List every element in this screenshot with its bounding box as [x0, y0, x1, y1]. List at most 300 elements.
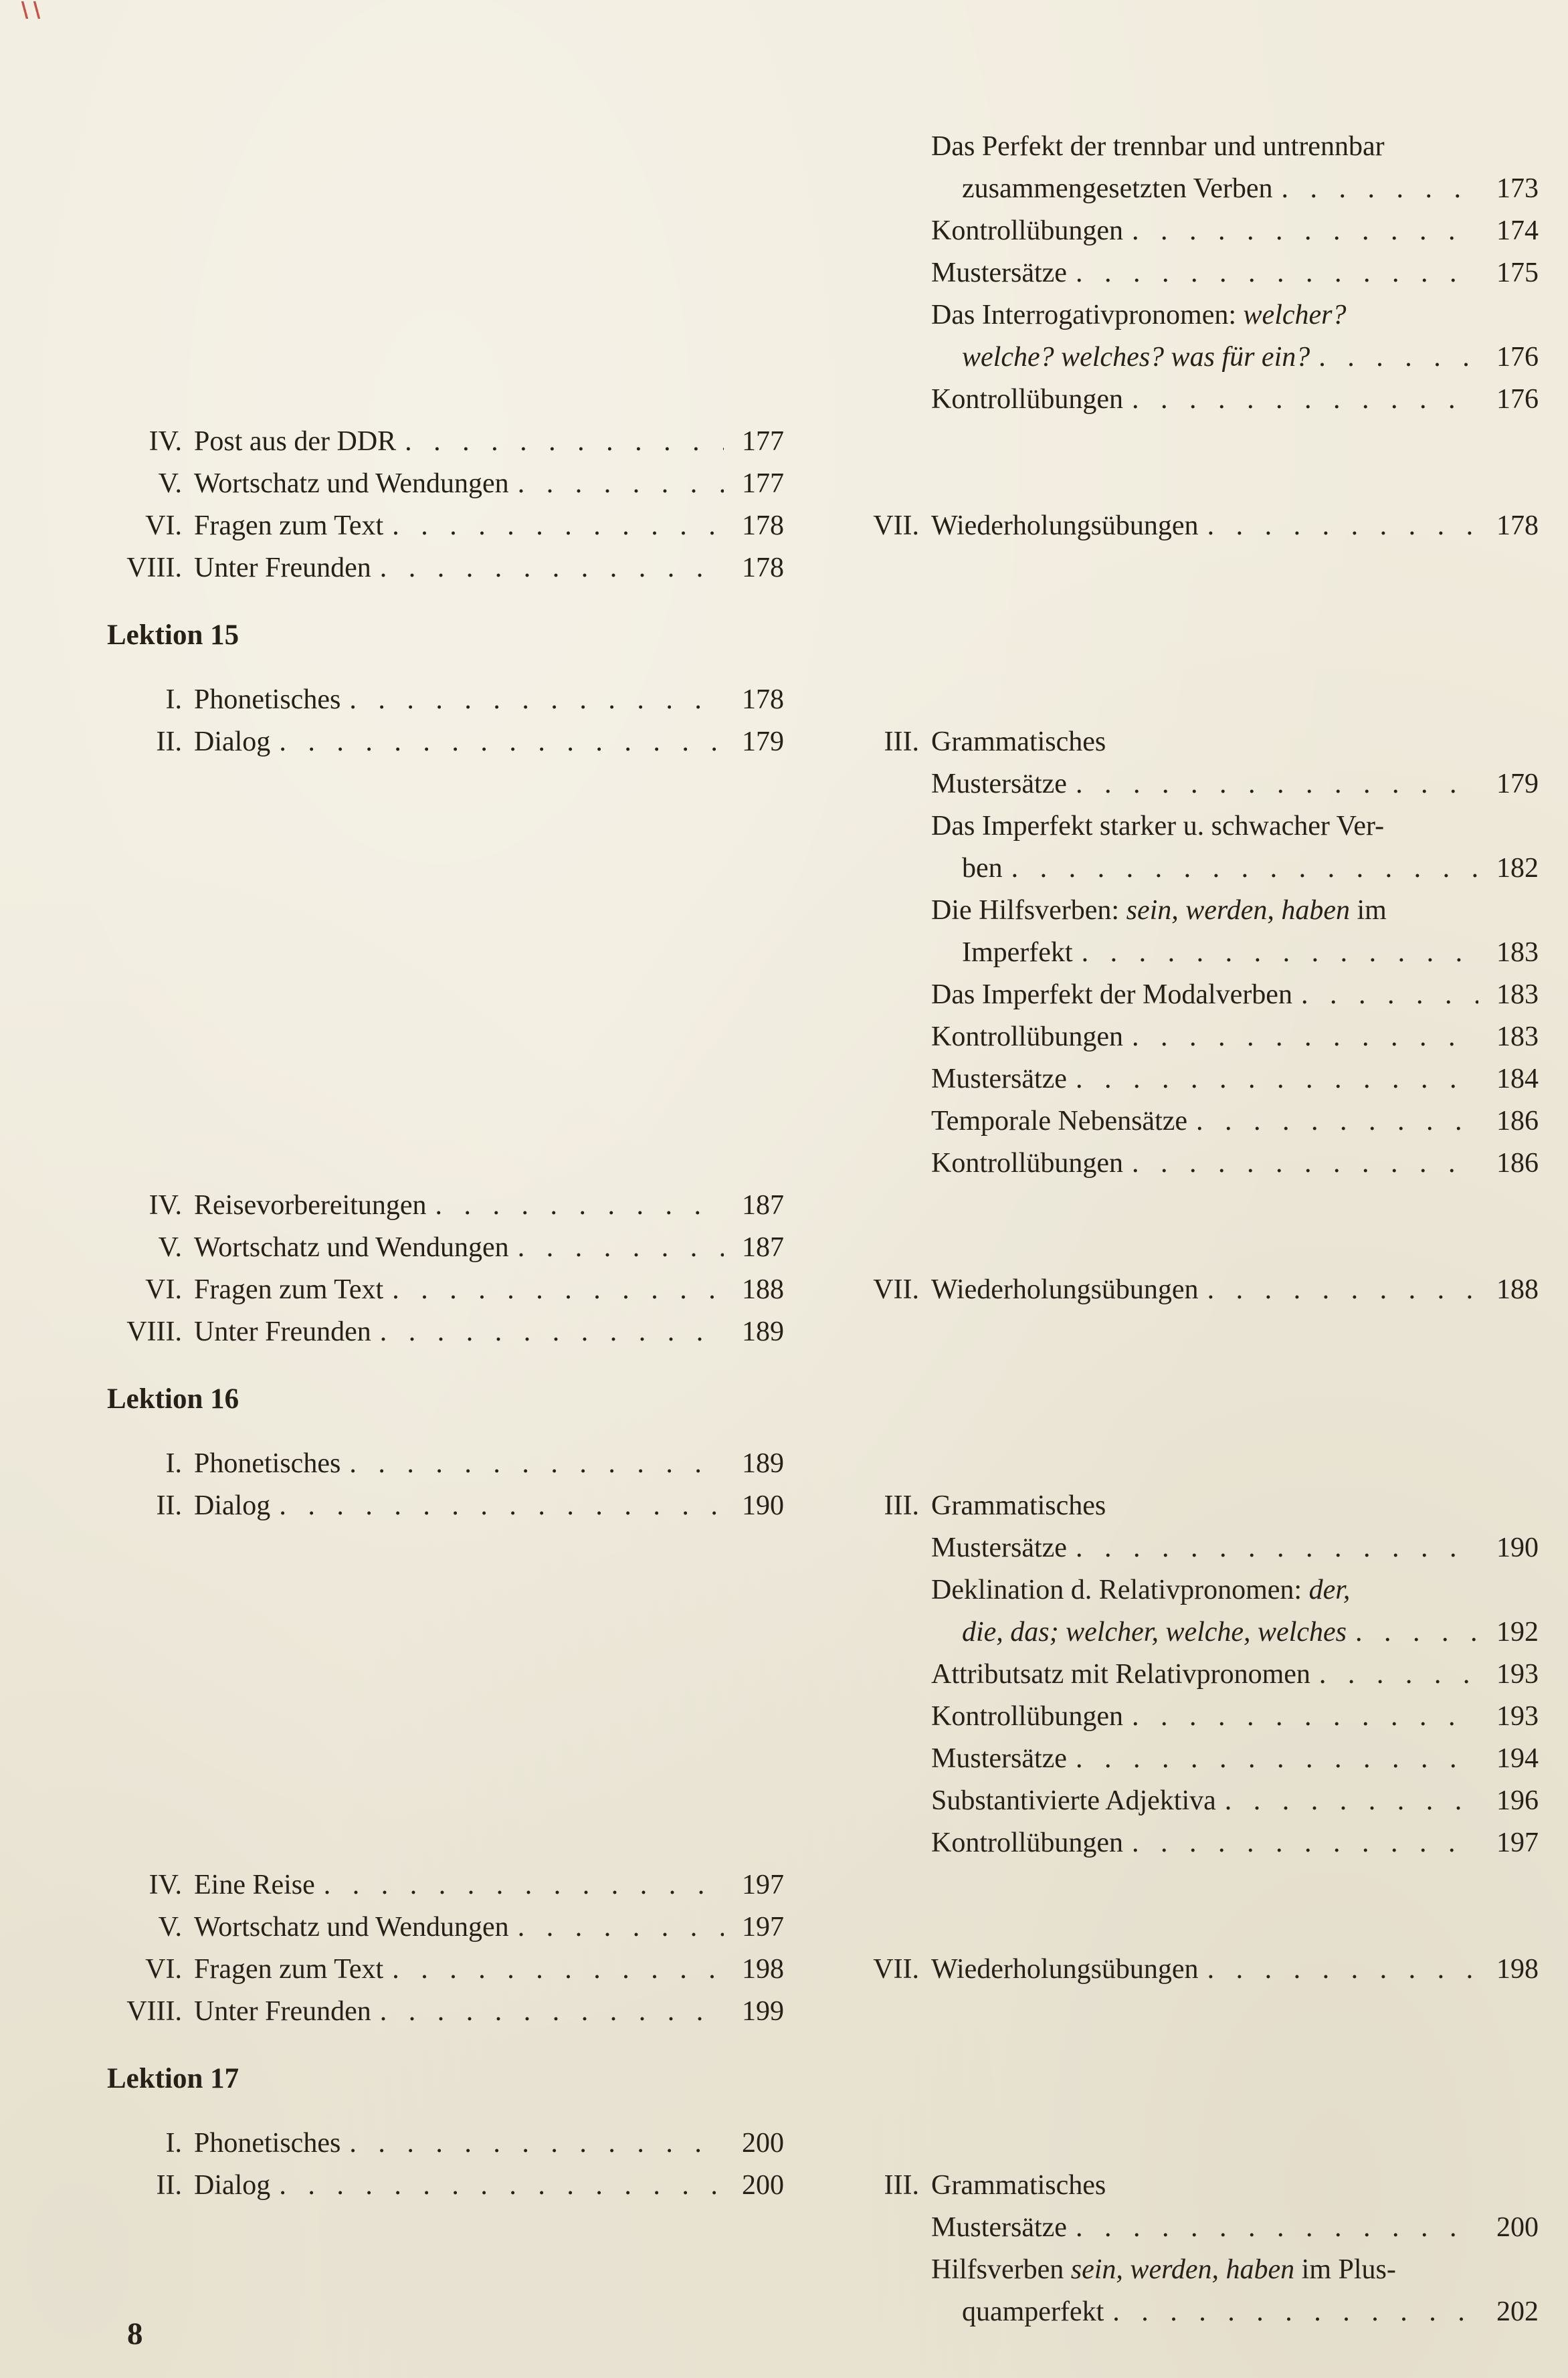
entry-page-number: 189 — [742, 1316, 784, 1347]
toc-entry — [107, 848, 784, 890]
entry-page-number: 188 — [1496, 1274, 1539, 1305]
dot-leader — [349, 1443, 724, 1485]
entry-title — [931, 126, 1385, 168]
dot-leader — [405, 421, 724, 463]
dot-leader — [1082, 932, 1478, 974]
toc-row — [107, 126, 1544, 168]
entry-title — [931, 2249, 1396, 2291]
entry-title — [931, 210, 1123, 252]
entry-title-part: Kontrollübungen — [931, 1021, 1123, 1052]
toc-row — [107, 805, 1544, 848]
dot-leader — [1132, 1696, 1478, 1738]
entry-title — [194, 1311, 371, 1353]
entry-page-number: 177 — [742, 426, 784, 457]
toc-row — [107, 379, 1544, 421]
entry-title — [931, 2207, 1067, 2249]
toc-entry — [107, 721, 784, 763]
entry-title-part: Unter Freunden — [194, 553, 371, 583]
entry-title — [931, 974, 1292, 1016]
entry-title-part: Die Hilfsverben: — [931, 895, 1126, 926]
toc-row — [107, 1569, 1544, 1611]
toc-entry — [107, 1864, 784, 1906]
entry-title — [194, 1269, 383, 1311]
section-heading: Lektion 17 — [107, 2063, 239, 2094]
toc-row — [107, 1016, 1544, 1058]
toc-row — [107, 2165, 1544, 2207]
entry-title-part: Deklination d. Relativpronomen: — [931, 1575, 1309, 1605]
dot-leader — [1207, 1269, 1478, 1311]
toc-entry — [855, 1654, 1539, 1696]
toc-entry — [855, 932, 1539, 974]
entry-title — [194, 1443, 340, 1485]
entry-page-number: 176 — [1496, 342, 1539, 373]
toc-row — [107, 1991, 1544, 2033]
toc-row — [107, 1143, 1544, 1185]
dot-leader — [380, 1311, 724, 1353]
toc-entry — [107, 1143, 784, 1185]
dot-leader — [380, 1991, 724, 2033]
toc-entry — [107, 805, 784, 848]
toc-row — [107, 1227, 1544, 1269]
entry-title-part: Unter Freunden — [194, 1996, 371, 2027]
entry-title-part: Temporale Nebensätze — [931, 1106, 1188, 1136]
toc-entry — [855, 1485, 1539, 1527]
dot-leader — [1318, 336, 1478, 379]
toc-entry — [855, 2165, 1539, 2207]
entry-page-number: 183 — [1496, 979, 1539, 1010]
toc-entry — [107, 974, 784, 1016]
toc-entry — [855, 1906, 1539, 1949]
toc-row — [107, 421, 1544, 463]
toc-row — [107, 1822, 1544, 1864]
entry-numeral: I. — [165, 2128, 182, 2159]
dot-leader — [1282, 168, 1478, 210]
entry-numeral: VIII. — [126, 553, 182, 583]
toc-row — [107, 2207, 1544, 2249]
entry-title — [931, 252, 1067, 294]
toc-entry — [855, 1611, 1539, 1654]
entry-page-number: 193 — [1496, 1701, 1539, 1732]
toc-entry — [107, 168, 784, 210]
toc-row — [107, 1527, 1544, 1569]
entry-title-part: Mustersätze — [931, 769, 1067, 799]
dot-leader — [1207, 1949, 1478, 1991]
toc-entry — [855, 1949, 1539, 1991]
entry-page-number: 189 — [742, 1448, 784, 1479]
toc-entry — [107, 252, 784, 294]
toc-entry — [107, 932, 784, 974]
toc-entry — [855, 1269, 1539, 1311]
toc-entry — [107, 2122, 784, 2165]
entry-title — [931, 294, 1347, 336]
entry-numeral: VI. — [145, 1954, 182, 1985]
toc-entry — [855, 294, 1539, 336]
toc-entry — [107, 379, 784, 421]
toc-entry — [107, 890, 784, 932]
section-heading: Lektion 15 — [107, 619, 239, 651]
entry-title-part: Das Imperfekt starker u. schwacher Ver- — [931, 811, 1385, 841]
toc-entry — [855, 848, 1539, 890]
entry-title-italic-part: sein, werden, haben — [1070, 2254, 1295, 2285]
entry-numeral: VI. — [145, 1274, 182, 1305]
toc-entry — [855, 721, 1539, 763]
toc-body — [107, 126, 1544, 2333]
entry-numeral: IV. — [149, 1190, 182, 1221]
entry-title — [194, 1864, 315, 1906]
entry-page-number: 202 — [1496, 2296, 1539, 2327]
entry-page-number: 184 — [1496, 1064, 1539, 1094]
dot-leader — [1225, 1780, 1478, 1822]
entry-title-part: Kontrollübungen — [931, 1148, 1123, 1179]
entry-numeral: VII. — [873, 1954, 919, 1985]
toc-entry — [107, 210, 784, 252]
entry-title-italic-part: welcher? — [1243, 300, 1347, 330]
toc-entry — [855, 1738, 1539, 1780]
entry-title-part: Substantivierte Adjektiva — [931, 1785, 1216, 1816]
entry-title-part: Fragen zum Text — [194, 1274, 384, 1305]
entry-numeral: VI. — [145, 510, 182, 541]
entry-page-number: 190 — [742, 1490, 784, 1521]
entry-title-part: Grammatisches — [931, 2170, 1106, 2201]
dot-leader — [518, 463, 724, 505]
toc-row — [107, 1058, 1544, 1100]
entry-numeral: III. — [884, 726, 919, 757]
entry-title — [931, 890, 1387, 932]
toc-entry — [107, 1822, 784, 1864]
entry-page-number: 178 — [1496, 510, 1539, 541]
entry-title — [194, 1906, 509, 1949]
entry-numeral: VII. — [873, 1274, 919, 1305]
entry-title — [931, 1654, 1310, 1696]
entry-title-part: Reisevorbereitungen — [194, 1190, 427, 1221]
dot-leader — [279, 1485, 724, 1527]
toc-entry — [107, 1227, 784, 1269]
toc-entry — [107, 763, 784, 805]
entry-title — [194, 1949, 383, 1991]
toc-entry — [855, 1569, 1539, 1611]
entry-page-number: 183 — [1496, 937, 1539, 968]
entry-title — [931, 379, 1123, 421]
entry-title-part: Post aus der DDR — [194, 426, 397, 457]
entry-page-number: 174 — [1496, 215, 1539, 246]
toc-entry — [855, 890, 1539, 932]
page-number-footer: 8 — [127, 2316, 143, 2351]
entry-title-part: Wiederholungsübungen — [931, 510, 1199, 541]
entry-title-part: Wiederholungsübungen — [931, 1954, 1199, 1985]
dot-leader — [1207, 505, 1478, 547]
toc-entry — [107, 1311, 784, 1353]
entry-page-number: 200 — [1496, 2212, 1539, 2243]
entry-title — [931, 1949, 1199, 1991]
entry-page-number: 196 — [1496, 1785, 1539, 1816]
toc-entry — [107, 1780, 784, 1822]
dot-leader — [1355, 1611, 1478, 1654]
entry-title-italic-part: die, das; welcher, welche, welches — [962, 1617, 1347, 1648]
dot-leader — [1076, 2207, 1478, 2249]
entry-title-part: Kontrollübungen — [931, 215, 1123, 246]
entry-title — [931, 1100, 1187, 1143]
entry-numeral: VII. — [873, 510, 919, 541]
entry-title — [931, 1780, 1216, 1822]
entry-title — [931, 848, 1003, 890]
toc-entry — [855, 2249, 1539, 2291]
toc-row — [107, 1738, 1544, 1780]
entry-title — [194, 679, 340, 721]
toc-entry — [855, 1696, 1539, 1738]
toc-row — [107, 2291, 1544, 2333]
toc-row — [107, 168, 1544, 210]
entry-title-part: Dialog — [194, 2170, 271, 2201]
entry-page-number: 200 — [742, 2170, 784, 2201]
toc-entry — [855, 1100, 1539, 1143]
entry-title — [194, 2122, 340, 2165]
entry-page-number: 178 — [742, 684, 784, 715]
dot-leader — [1076, 252, 1478, 294]
toc-entry — [855, 379, 1539, 421]
toc-row — [107, 1906, 1544, 1949]
entry-page-number: 188 — [742, 1274, 784, 1305]
toc-entry — [107, 1058, 784, 1100]
entry-page-number: 179 — [742, 726, 784, 757]
entry-title-part: Kontrollübungen — [931, 1701, 1123, 1732]
dot-leader — [1076, 1058, 1478, 1100]
toc-entry — [855, 126, 1539, 168]
toc-row — [107, 294, 1544, 336]
entry-title-part: Wortschatz und Wendungen — [194, 1912, 509, 1943]
toc-entry — [855, 1991, 1539, 2033]
scan-artifact-mark — [17, 1, 58, 19]
toc-entry — [107, 1527, 784, 1569]
toc-entry — [855, 1185, 1539, 1227]
toc-row — [107, 1311, 1544, 1353]
dot-leader — [1319, 1654, 1478, 1696]
dot-leader — [1076, 763, 1478, 805]
entry-title — [194, 1185, 427, 1227]
entry-title — [931, 932, 1073, 974]
entry-title-part: Fragen zum Text — [194, 1954, 384, 1985]
entry-numeral: II. — [156, 1490, 182, 1521]
entry-page-number: 197 — [742, 1870, 784, 1900]
entry-numeral: II. — [156, 726, 182, 757]
entry-numeral: V. — [158, 1232, 182, 1263]
entry-title — [931, 1527, 1067, 1569]
toc-entry — [855, 463, 1539, 505]
toc-entry — [855, 1311, 1539, 1353]
toc-row — [107, 1949, 1544, 1991]
entry-numeral: IV. — [149, 426, 182, 457]
toc-entry — [107, 1485, 784, 1527]
entry-title-part: Phonetisches — [194, 684, 341, 715]
entry-title-part: Wortschatz und Wendungen — [194, 1232, 509, 1263]
dot-leader — [435, 1185, 724, 1227]
entry-page-number: 194 — [1496, 1743, 1539, 1774]
dot-leader — [518, 1906, 724, 1949]
toc-entry — [107, 505, 784, 547]
dot-leader — [392, 1949, 724, 1991]
entry-title — [194, 505, 383, 547]
toc-entry — [855, 1058, 1539, 1100]
toc-entry — [855, 505, 1539, 547]
toc-entry — [107, 547, 784, 589]
entry-title-part: Das Perfekt der trennbar und untrennbar — [931, 131, 1385, 162]
dot-leader — [392, 1269, 724, 1311]
entry-title-part: Kontrollübungen — [931, 384, 1123, 415]
entry-page-number: 187 — [742, 1232, 784, 1263]
entry-title — [931, 1822, 1123, 1864]
dot-leader — [1132, 1822, 1478, 1864]
toc-entry — [855, 1143, 1539, 1185]
toc-row — [107, 763, 1544, 805]
entry-title-part: Phonetisches — [194, 1448, 341, 1479]
dot-leader — [1011, 848, 1478, 890]
entry-title-part: Imperfekt — [962, 937, 1073, 968]
toc-row — [107, 1100, 1544, 1143]
entry-title — [931, 763, 1067, 805]
toc-row — [107, 2122, 1544, 2165]
toc-row — [107, 1269, 1544, 1311]
entry-numeral: II. — [156, 2170, 182, 2201]
toc-entry — [107, 1100, 784, 1143]
entry-title-italic-part: sein, werden, haben — [1126, 895, 1350, 926]
entry-title — [194, 547, 371, 589]
entry-title — [931, 1738, 1067, 1780]
toc-row — [107, 848, 1544, 890]
toc-entry — [855, 547, 1539, 589]
entry-page-number: 175 — [1496, 258, 1539, 288]
dot-leader — [279, 721, 724, 763]
entry-title — [931, 1269, 1199, 1311]
entry-title — [194, 2165, 270, 2207]
dot-leader — [349, 679, 724, 721]
entry-page-number: 183 — [1496, 1021, 1539, 1052]
toc-entry — [107, 2165, 784, 2207]
entry-page-number: 177 — [742, 468, 784, 499]
entry-title-part: Mustersätze — [931, 258, 1067, 288]
toc-entry — [855, 168, 1539, 210]
entry-page-number: 178 — [742, 553, 784, 583]
toc-row — [107, 1443, 1544, 1485]
entry-page-number: 178 — [742, 510, 784, 541]
toc-entry — [855, 679, 1539, 721]
toc-entry — [855, 421, 1539, 463]
toc-row — [107, 1611, 1544, 1654]
entry-title — [931, 336, 1310, 379]
entry-title-part: zusammengesetzten Verben — [962, 173, 1273, 204]
dot-leader — [1076, 1527, 1478, 1569]
entry-numeral: VIII. — [126, 1996, 182, 2027]
entry-title-part: quamperfekt — [962, 2296, 1104, 2327]
entry-title — [931, 1485, 1106, 1527]
dot-leader — [279, 2165, 724, 2207]
entry-title-part: im — [1349, 895, 1387, 926]
toc-row — [107, 547, 1544, 589]
toc-row — [107, 252, 1544, 294]
entry-title-part: Kontrollübungen — [931, 1827, 1123, 1858]
entry-title-part: Mustersätze — [931, 1064, 1067, 1094]
entry-title-part: Unter Freunden — [194, 1316, 371, 1347]
entry-title — [931, 721, 1106, 763]
toc-row — [107, 890, 1544, 932]
entry-title-part: Phonetisches — [194, 2128, 341, 2159]
dot-leader — [518, 1227, 724, 1269]
entry-title-italic-part: der, — [1308, 1575, 1351, 1605]
toc-entry — [107, 294, 784, 336]
entry-title — [931, 1696, 1123, 1738]
toc-entry — [855, 1780, 1539, 1822]
entry-title — [194, 463, 509, 505]
entry-title — [931, 1143, 1123, 1185]
entry-title — [931, 1058, 1067, 1100]
toc-entry — [107, 1269, 784, 1311]
dot-leader — [1132, 1016, 1478, 1058]
dot-leader — [1132, 1143, 1478, 1185]
entry-title-part: Grammatisches — [931, 1490, 1106, 1521]
entry-title-part: im Plus- — [1294, 2254, 1396, 2285]
toc-row — [107, 1696, 1544, 1738]
toc-row — [107, 1654, 1544, 1696]
entry-numeral: VIII. — [126, 1316, 182, 1347]
entry-page-number: 187 — [742, 1190, 784, 1221]
toc-entry — [855, 974, 1539, 1016]
entry-page-number: 186 — [1496, 1106, 1539, 1136]
entry-numeral: V. — [158, 1912, 182, 1943]
toc-row — [107, 336, 1544, 379]
entry-title — [194, 721, 270, 763]
toc-entry — [107, 336, 784, 379]
toc-row — [107, 679, 1544, 721]
toc-entry — [855, 1864, 1539, 1906]
toc-entry — [855, 1822, 1539, 1864]
section-heading: Lektion 16 — [107, 1383, 239, 1415]
toc-entry — [107, 126, 784, 168]
entry-title-part: Attributsatz mit Relativpronomen — [931, 1659, 1310, 1690]
toc-entry — [107, 1949, 784, 1991]
dot-leader — [380, 547, 724, 589]
entry-page-number: 179 — [1496, 769, 1539, 799]
toc-entry — [107, 1611, 784, 1654]
toc-row — [107, 974, 1544, 1016]
entry-title-part: Wortschatz und Wendungen — [194, 468, 509, 499]
entry-title-part: Das Imperfekt der Modalverben — [931, 979, 1292, 1010]
entry-title-part: Fragen zum Text — [194, 510, 384, 541]
entry-title-part: Grammatisches — [931, 726, 1106, 757]
entry-title-part: Mustersätze — [931, 2212, 1067, 2243]
entry-page-number: 197 — [1496, 1827, 1539, 1858]
toc-entry — [107, 463, 784, 505]
toc-entry — [855, 2207, 1539, 2249]
toc-entry — [107, 2249, 784, 2291]
entry-title-part: Mustersätze — [931, 1532, 1067, 1563]
entry-title-part: ben — [962, 853, 1003, 884]
entry-page-number: 182 — [1496, 853, 1539, 884]
entry-page-number: 192 — [1496, 1617, 1539, 1648]
entry-page-number: 176 — [1496, 384, 1539, 415]
entry-page-number: 190 — [1496, 1532, 1539, 1563]
entry-title — [931, 2165, 1106, 2207]
entry-title — [931, 505, 1199, 547]
toc-entry — [107, 1569, 784, 1611]
toc-entry — [855, 210, 1539, 252]
entry-page-number: 199 — [742, 1996, 784, 2027]
entry-title — [931, 1016, 1123, 1058]
toc-row — [107, 932, 1544, 974]
entry-title-part: Mustersätze — [931, 1743, 1067, 1774]
toc-row — [107, 505, 1544, 547]
dot-leader — [324, 1864, 724, 1906]
dot-leader — [1301, 974, 1478, 1016]
toc-entry — [107, 1696, 784, 1738]
entry-title-italic-part: welche? welches? was für ein? — [962, 342, 1310, 373]
